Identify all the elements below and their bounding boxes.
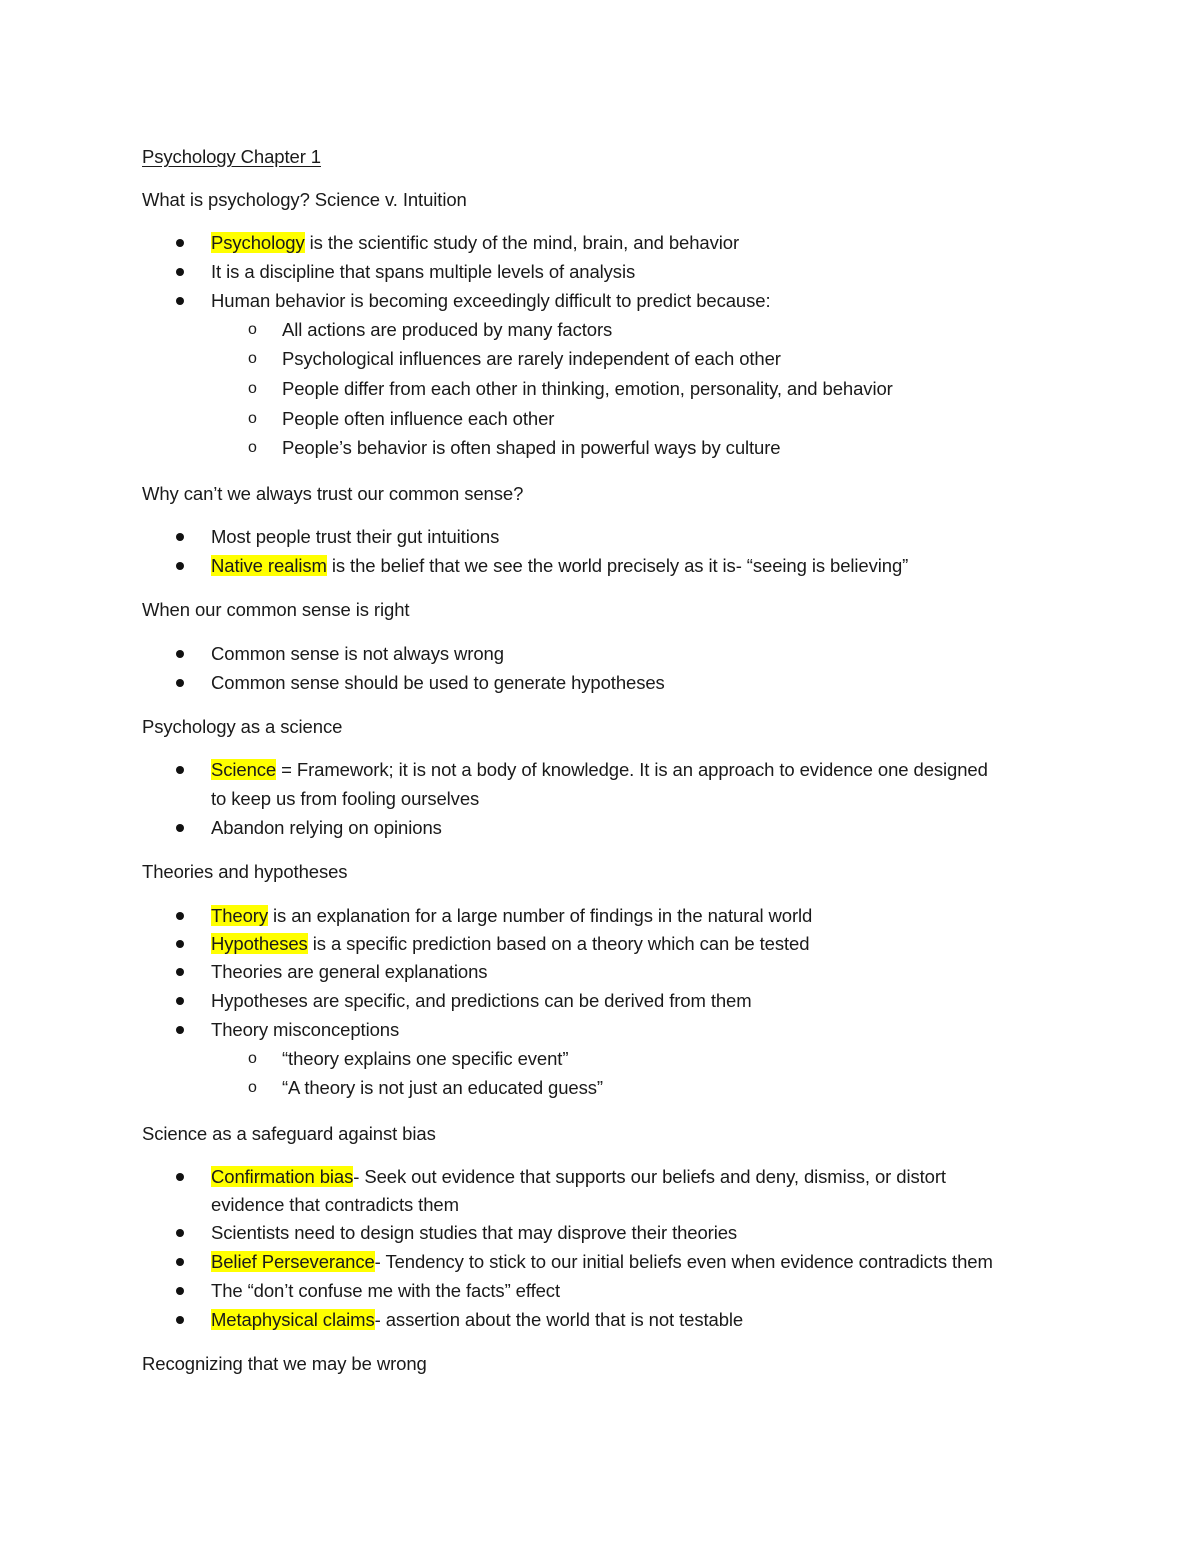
list-item [211, 1250, 993, 1274]
section-heading: Psychology as a science [142, 716, 343, 737]
list-item [211, 758, 988, 782]
list-item-text: is the scientific study of the mind, brain, and behavior [304, 232, 740, 253]
sub-list-item: All actions are produced by many factors [282, 319, 613, 340]
sub-list-item: People’s behavior is often shaped in powerful ways by culture [282, 437, 781, 458]
bullet-icon [176, 968, 184, 976]
bullet-icon [176, 533, 184, 541]
sub-bullet-icon: o [248, 1079, 257, 1096]
list-item [211, 904, 812, 928]
section-heading: Recognizing that we may be wrong [142, 1353, 427, 1374]
list-item: Common sense is not always wrong [211, 643, 504, 664]
list-item [211, 231, 739, 255]
sub-list-item: “theory explains one specific event” [282, 1048, 569, 1069]
highlighted-term: Theory [211, 905, 268, 926]
list-item-text: is the belief that we see the world precisely as it is- “seeing is believing” [326, 555, 909, 576]
list-item-continuation: evidence that contradicts them [211, 1194, 459, 1215]
sub-list-item: Psychological influences are rarely independent of each other [282, 348, 781, 369]
sub-list-item: People differ from each other in thinking, emotion, personality, and behavior [282, 378, 893, 399]
list-item-text: - Seek out evidence that supports our beliefs and deny, dismiss, or distort [353, 1166, 946, 1187]
list-item-text: = Framework; it is not a body of knowledge. It is an approach to evidence one designed [276, 759, 988, 780]
list-item: Theory misconceptions [211, 1019, 400, 1040]
sub-bullet-icon: o [248, 350, 257, 367]
bullet-icon [176, 650, 184, 658]
list-item: Scientists need to design studies that may disprove their theories [211, 1222, 738, 1243]
list-item: It is a discipline that spans multiple levels of analysis [211, 261, 636, 282]
page-title: Psychology Chapter 1 [142, 146, 321, 167]
bullet-icon [176, 1026, 184, 1034]
bullet-icon [176, 1229, 184, 1237]
bullet-icon [176, 239, 184, 247]
list-item: The “don’t confuse me with the facts” effect [211, 1280, 560, 1301]
section-heading: Science as a safeguard against bias [142, 1123, 436, 1144]
highlighted-term: Native realism [211, 555, 327, 576]
bullet-icon [176, 912, 184, 920]
list-item: Theories are general explanations [211, 961, 488, 982]
list-item-continuation: to keep us from fooling ourselves [211, 788, 480, 809]
bullet-icon [176, 940, 184, 948]
list-item-text: is a specific prediction based on a theory which can be tested [307, 933, 810, 954]
bullet-icon [176, 1258, 184, 1266]
bullet-icon [176, 997, 184, 1005]
bullet-icon [176, 1173, 184, 1181]
bullet-icon [176, 562, 184, 570]
list-item [211, 1165, 946, 1189]
sub-bullet-icon: o [248, 1050, 257, 1067]
bullet-icon [176, 297, 184, 305]
sub-bullet-icon: o [248, 410, 257, 427]
bullet-icon [176, 824, 184, 832]
list-item-text: - Tendency to stick to our initial beliefs even when evidence contradicts them [374, 1251, 993, 1272]
bullet-icon [176, 679, 184, 687]
sub-bullet-icon: o [248, 380, 257, 397]
list-item: Most people trust their gut intuitions [211, 526, 500, 547]
list-item: Abandon relying on opinions [211, 817, 442, 838]
sub-bullet-icon: o [248, 321, 257, 338]
section-heading: When our common sense is right [142, 599, 410, 620]
highlighted-term: Psychology [211, 232, 305, 253]
list-item [211, 1308, 743, 1332]
highlighted-term: Science [211, 759, 277, 780]
list-item-text: - assertion about the world that is not testable [374, 1309, 744, 1330]
bullet-icon [176, 268, 184, 276]
highlighted-term: Belief Perseverance [211, 1251, 375, 1272]
sub-list-item: People often influence each other [282, 408, 555, 429]
bullet-icon [176, 1287, 184, 1295]
list-item: Hypotheses are specific, and predictions can be derived from them [211, 990, 752, 1011]
list-item-text: is an explanation for a large number of findings in the natural world [267, 905, 813, 926]
sub-bullet-icon: o [248, 439, 257, 456]
highlighted-term: Metaphysical claims [211, 1309, 375, 1330]
section-heading: What is psychology? Science v. Intuition [142, 189, 467, 210]
section-heading: Why can’t we always trust our common sense? [142, 483, 524, 504]
list-item: Common sense should be used to generate hypotheses [211, 672, 665, 693]
bullet-icon [176, 1316, 184, 1324]
bullet-icon [176, 766, 184, 774]
highlighted-term: Confirmation bias [211, 1166, 354, 1187]
highlighted-term: Hypotheses [211, 933, 308, 954]
sub-list-item: “A theory is not just an educated guess” [282, 1077, 603, 1098]
list-item [211, 554, 908, 578]
section-heading: Theories and hypotheses [142, 861, 348, 882]
list-item [211, 932, 809, 956]
list-item: Human behavior is becoming exceedingly difficult to predict because: [211, 290, 771, 311]
